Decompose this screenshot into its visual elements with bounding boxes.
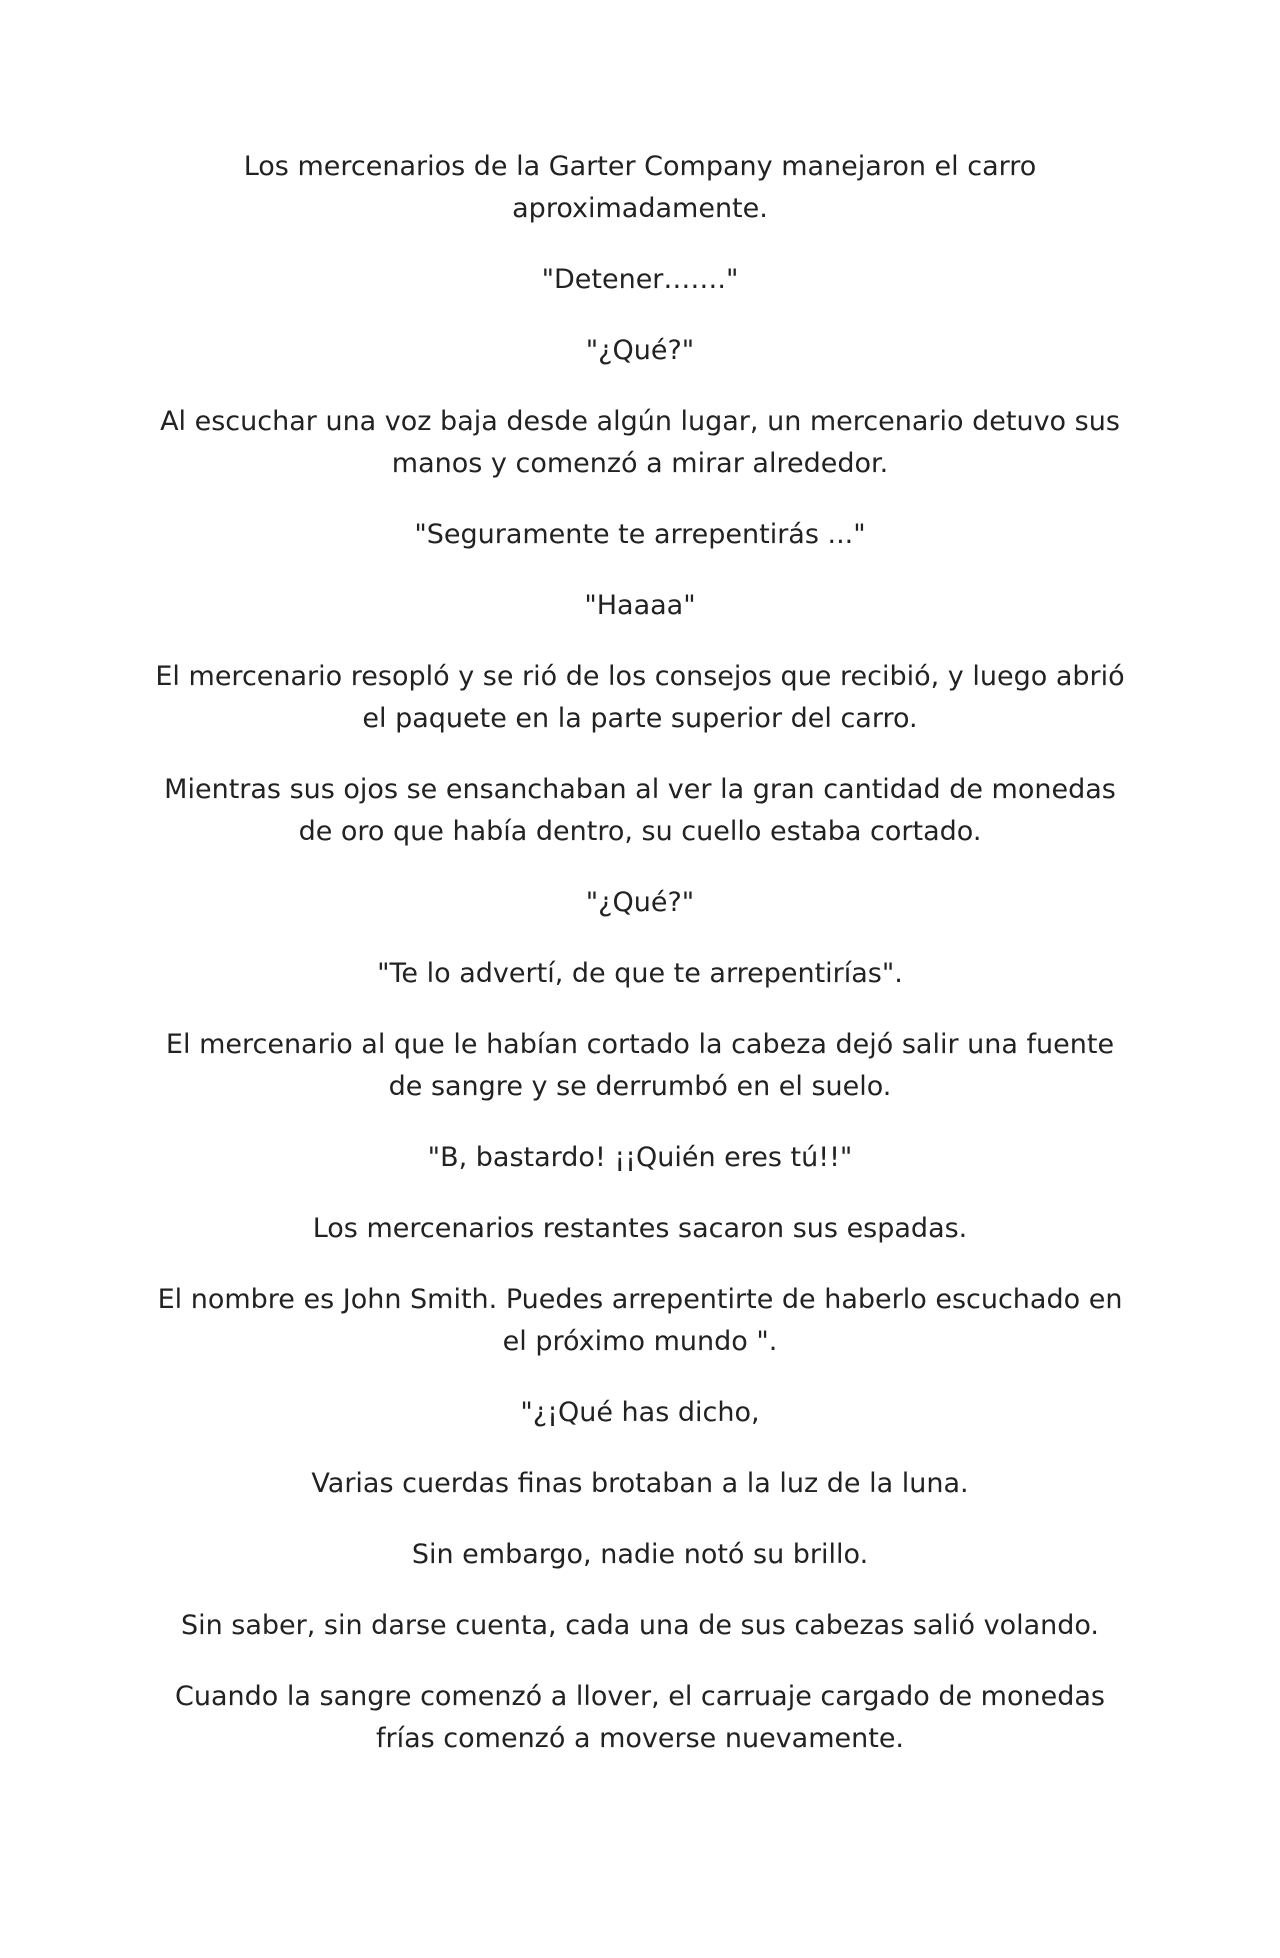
paragraph-15: "¿¡Qué has dicho, xyxy=(520,1397,760,1428)
paragraph-7: El mercenario resopló y se rió de los consejos que recibió, y luego abrió el paquete en la parte superior del carro. xyxy=(155,661,1125,734)
paragraph-4: Al escuchar una voz baja desde algún lugar, un mercenario detuvo sus manos y comenzó a mirar alrededor. xyxy=(160,406,1120,479)
paragraph-3: "¿Qué?" xyxy=(585,335,695,366)
paragraph-2: "Detener……." xyxy=(541,264,739,295)
paragraph-1: Los mercenarios de la Garter Company manejaron el carro aproximadamente. xyxy=(243,151,1037,224)
paragraph-9: "¿Qué?" xyxy=(585,887,695,918)
paragraph-11: El mercenario al que le habían cortado la cabeza dejó salir una fuente de sangre y se derrumbó en el suelo. xyxy=(165,1029,1115,1102)
paragraph-16: Varias cuerdas finas brotaban a la luz de la luna. xyxy=(311,1468,969,1499)
paragraph-19: Cuando la sangre comenzó a llover, el carruaje cargado de monedas frías comenzó a moverse nuevamente. xyxy=(175,1681,1105,1754)
paragraph-14: El nombre es John Smith. Puedes arrepentirte de haberlo escuchado en el próximo mundo ". xyxy=(157,1284,1123,1357)
paragraph-17: Sin embargo, nadie notó su brillo. xyxy=(411,1539,869,1570)
paragraph-10: "Te lo advertí, de que te arrepentirías". xyxy=(377,958,903,989)
story-text xyxy=(150,146,1130,1789)
paragraph-18: Sin saber, sin darse cuenta, cada una de sus cabezas salió volando. xyxy=(180,1610,1100,1641)
paragraph-6: "Haaaa" xyxy=(584,590,696,621)
paragraph-5: "Seguramente te arrepentirás ..." xyxy=(414,519,866,550)
paragraph-8: Mientras sus ojos se ensanchaban al ver la gran cantidad de monedas de oro que había dentro, su cuello estaba cortado. xyxy=(164,774,1116,847)
paragraph-12: "B, bastardo! ¡¡Quién eres tú!!" xyxy=(427,1142,853,1173)
paragraph-13: Los mercenarios restantes sacaron sus espadas. xyxy=(312,1213,968,1244)
